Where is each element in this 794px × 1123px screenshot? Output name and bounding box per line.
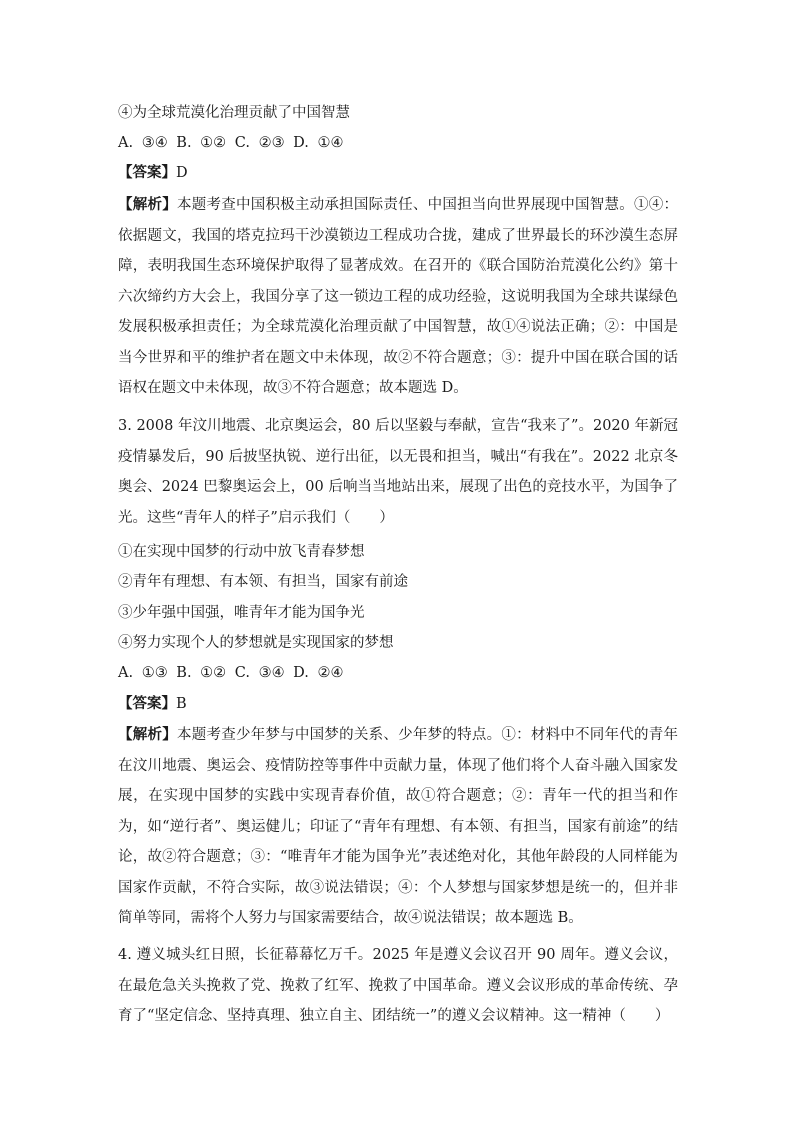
q3-analysis [118, 720, 678, 934]
q3-stem [118, 411, 678, 533]
q3-item-4: ④努力实现个人的梦想就是实现国家的梦想 [118, 635, 394, 651]
q3-answer [118, 694, 187, 714]
q3-item-1: ①在实现中国梦的行动中放飞青春梦想 [118, 544, 365, 560]
q3-stem-text: 3. 2008 年汶川地震、北京奥运会，80 后以坚毅与奉献，宣告“我来了”。2020 年新冠疫情暴发后，90 后披坚执锐、逆行出征，以无畏和担当，喊出“有我在”。2022 北京冬奥会、2024 巴黎奥运会上，00 后响当当地站出来，展现了出色的竞技水平，为国争了光。这些“青年人的样子”启示我们（ ） [118, 418, 678, 526]
answer-value: D [176, 165, 188, 181]
analysis-tag: 【解析】 [118, 196, 177, 213]
answer-tag: 【答案】 [118, 695, 176, 712]
q2-item-4: ④为全球荒漠化治理贡献了中国智慧 [118, 105, 350, 121]
q3-item-3: ③少年强中国强，唯青年才能为国争光 [118, 605, 365, 621]
answer-value: B [176, 696, 187, 712]
q3-options: A. ①③ B. ①② C. ③④ D. ②④ [118, 665, 344, 681]
q4-stem-text: 4. 遵义城头红日照，长征幕幕忆万千。2025 年是遵义会议召开 90 周年。遵义会议，在最危急关头挽救了党、挽救了红军、挽救了中国革命。遵义会议形成的革命传统、孕育了“坚定信念、坚持真理、独立自主、团结统一”的遵义会议精神。这一精神（ ） [118, 947, 678, 1024]
analysis-tag: 【解析】 [118, 726, 177, 743]
analysis-text: 本题考查中国积极主动承担国际责任、中国担当向世界展现中国智慧。①④：依据题文，我国的塔克拉玛干沙漠锁边工程成功合拢，建成了世界最长的环沙漠生态屏障，表明我国生态环境保护取得了显著成效。在召开的《联合国防治荒漠化公约》第十六次缔约方大会上，我国分享了这一锁边工程的成功经验，这说明我国为全球共谋绿色发展积极承担责任；为全球荒漠化治理贡献了中国智慧，故①④说法正确；②：中国是当今世界和平的维护者在题文中未体现，故②不符合题意；③：提升中国在联合国的话语权在题文中未体现，故③不符合题意；故本题选 D。 [118, 197, 679, 396]
q2-analysis [118, 190, 678, 404]
q4-stem [118, 940, 678, 1032]
q3-item-2: ②青年有理想、有本领、有担当，国家有前途 [118, 574, 408, 590]
answer-tag: 【答案】 [118, 164, 176, 181]
q2-options: A. ③④ B. ①② C. ②③ D. ①④ [118, 135, 344, 151]
q2-answer [118, 163, 188, 183]
analysis-text: 本题考查少年梦与中国梦的关系、少年梦的特点。①：材料中不同年代的青年在汶川地震、奥运会、疫情防控等事件中贡献力量，体现了他们将个人奋斗融入国家发展，在实现中国梦的实践中实现青春价值，故①符合题意；②：青年一代的担当和作为，如“逆行者”、奥运健儿；印证了“青年有理想、有本领、有担当，国家有前途”的结论，故②符合题意；③：“唯青年才能为国争光”表述绝对化，其他年龄段的人同样能为国家作贡献，不符合实际，故③说法错误；④：个人梦想与国家梦想是统一的，但并非简单等同，需将个人努力与国家需要结合，故④说法错误；故本题选 B。 [118, 727, 679, 926]
